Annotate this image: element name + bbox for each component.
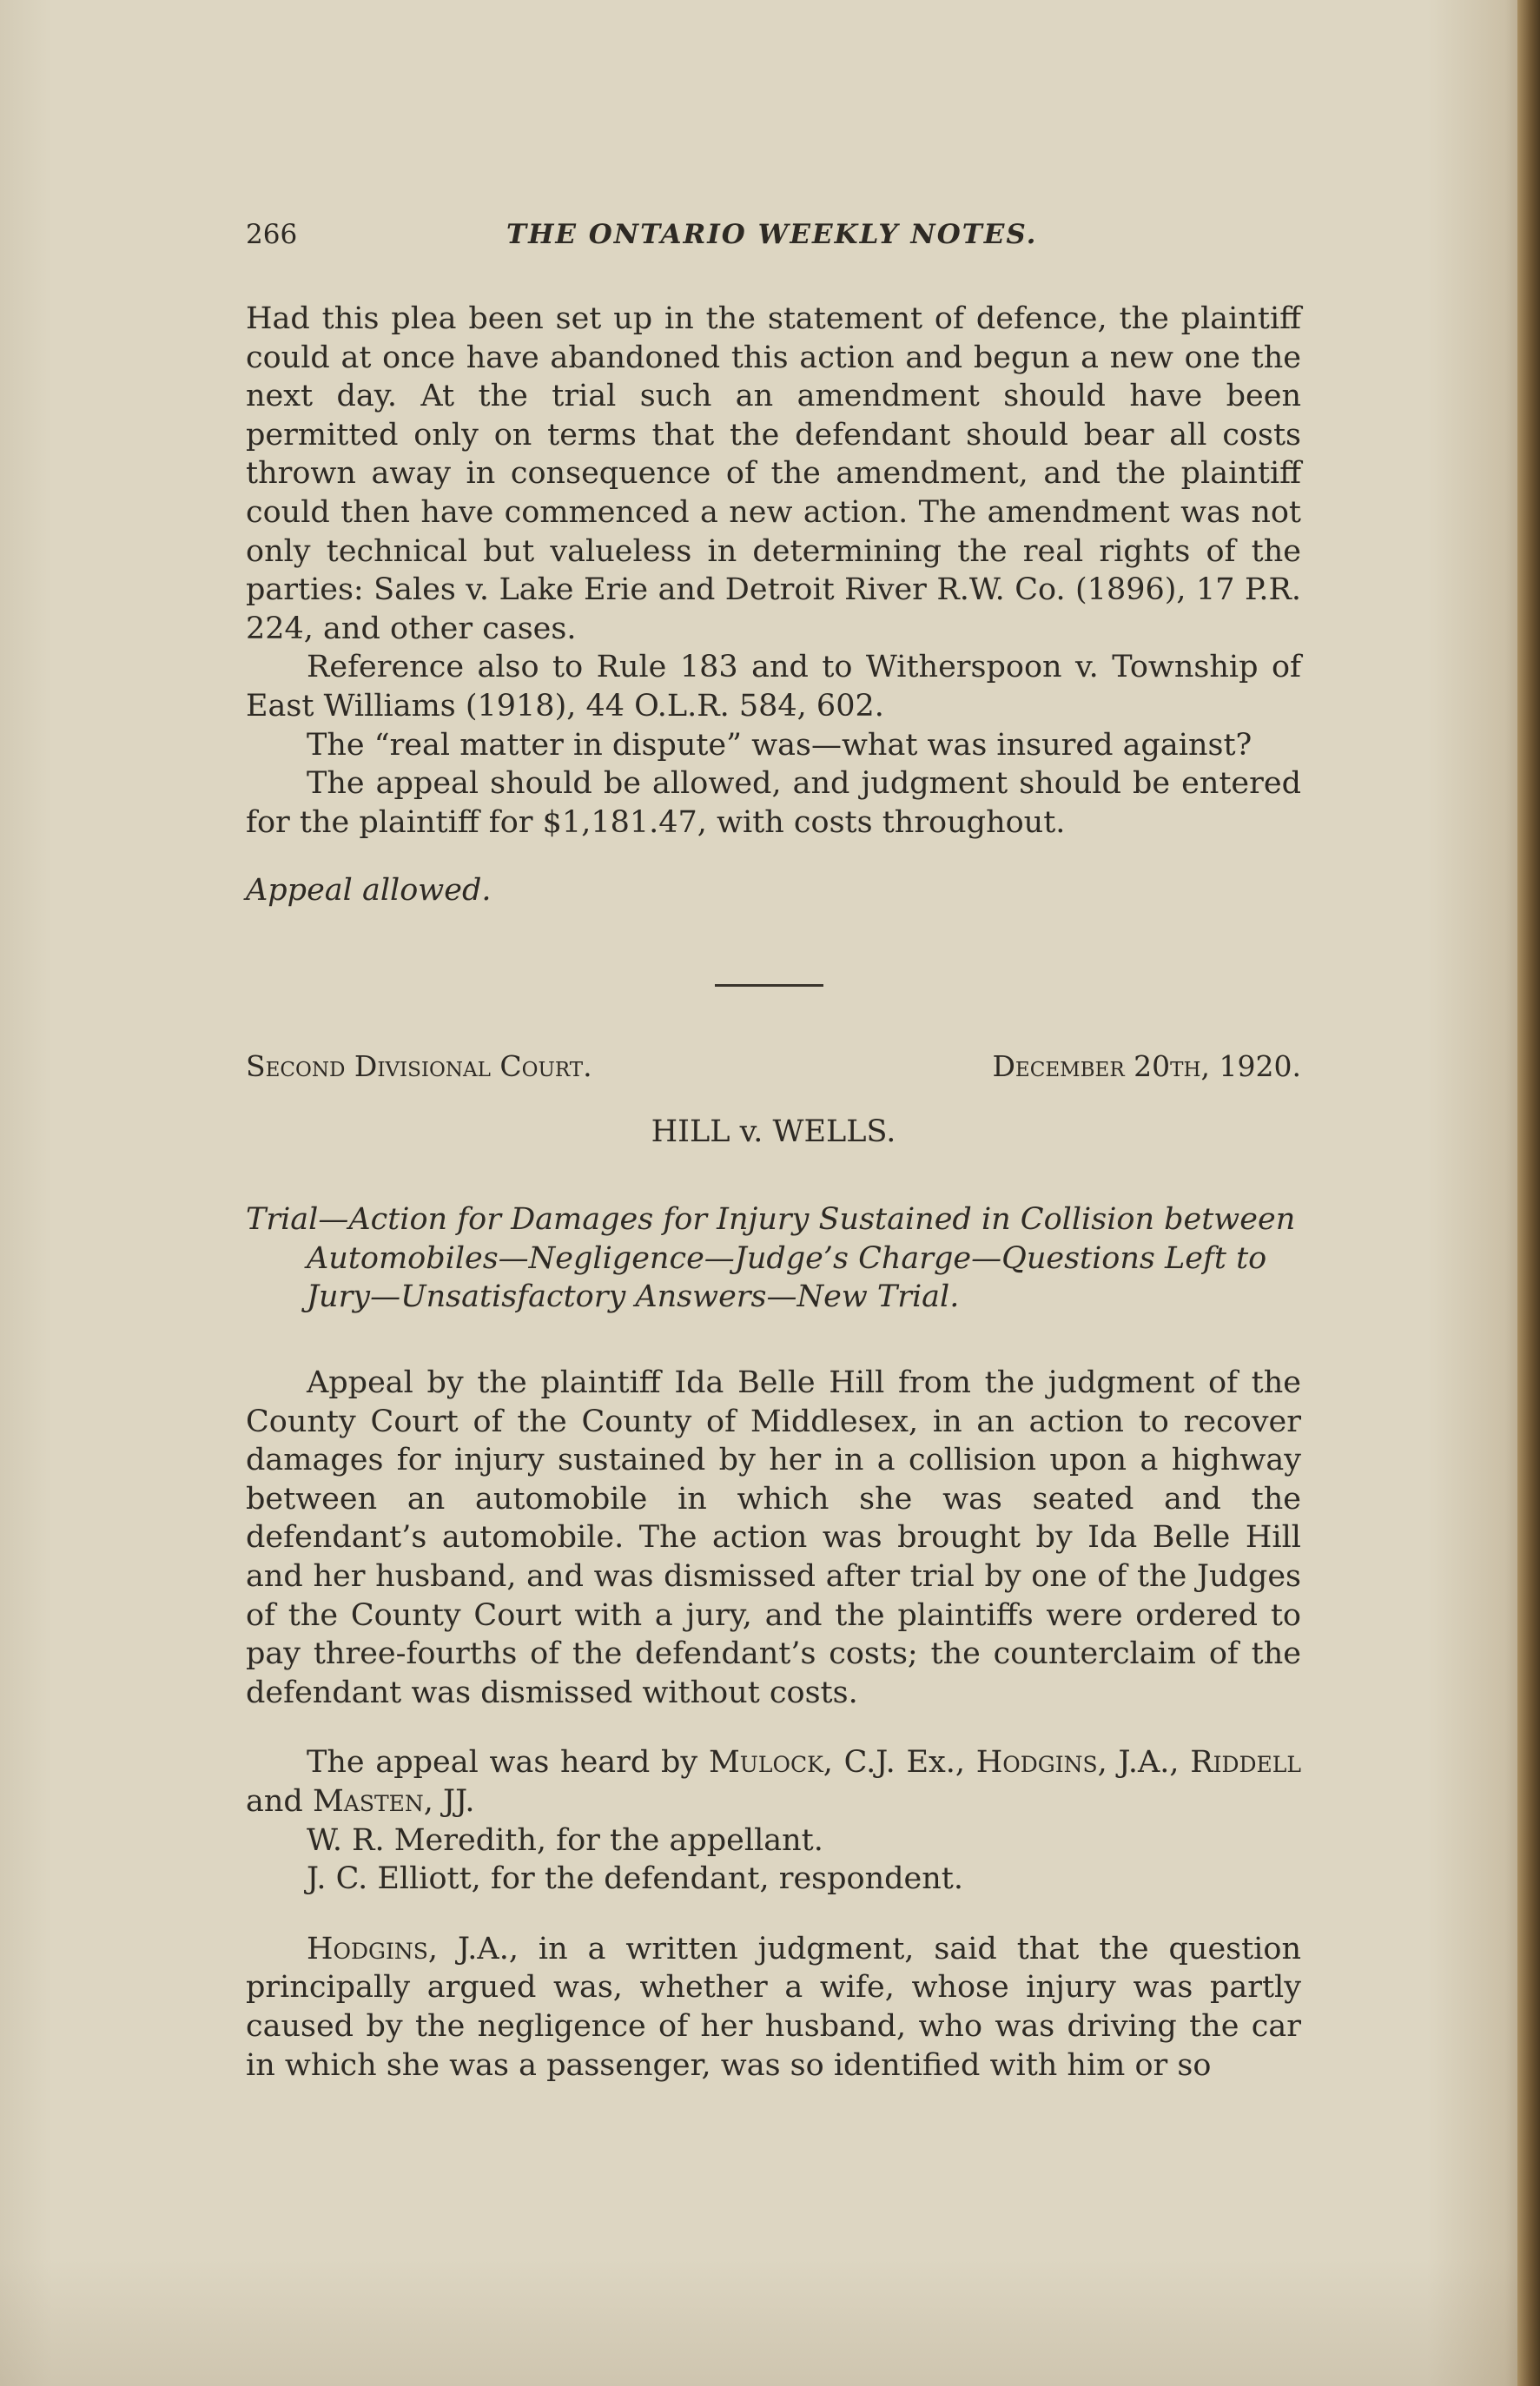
judge-title: , J.A.,	[1097, 1745, 1191, 1781]
heard-by-prefix: The appeal was heard by	[307, 1745, 709, 1781]
case-report	[246, 1364, 1301, 2085]
continued-judgment	[246, 300, 1301, 910]
judges-suffix: , JJ.	[423, 1783, 475, 1819]
and-word: and	[246, 1783, 313, 1819]
judge-name: Masten	[312, 1783, 424, 1819]
judgment-paragraph	[246, 1930, 1301, 2085]
case-summary: Appeal by the plaintiff Ida Belle Hill from the judgment of the County Court of the County of Middlesex, in an action to recover damages for injury sustained by her in a collision upon a highway between an automobile in which she was seated and the defendant’s automobile. The action was brought by Ida Belle Hill and her husband, and was dismissed after trial by one of the Judges of the County Court with a jury, and the plaintiffs were ordered to pay three-fourths of the defendant’s costs; the counterclaim of the defendant was dismissed without costs.	[246, 1365, 1301, 1710]
paragraph: The appeal should be allowed, and judgment should be entered for the plaintiff for $1,181.47, with costs throughout.	[246, 766, 1301, 840]
paragraph: Reference also to Rule 183 and to Witherspoon v. Township of East Williams (1918), 44 O.L.R. 584, 602.	[246, 650, 1301, 724]
page-number: 266	[246, 219, 298, 250]
paragraph: Had this plea been set up in the statement of defence, the plaintiff could at once have abandoned this action and begun a new one the next day. At the trial such an amendment should have been permitted only on terms that the defendant should bear all costs thrown away in consequence of the amendment, and the plaintiff could then have commenced a new action. The amendment was not only technical but valueless in determining the real rights of the parties: Sales v. Lake Erie and Detroit River R.W. Co. (1896), 17 P.R. 224, and other cases.	[246, 301, 1301, 646]
judge-title: , C.J. Ex.,	[823, 1745, 976, 1781]
paragraph: The “real matter in dispute” was—what was insured against?	[307, 727, 1252, 763]
result-line: Appeal allowed.	[246, 873, 492, 909]
case-title: HILL v. WELLS.	[651, 1114, 896, 1149]
catchwords-text: Trial—Action for Damages for Injury Sustained in Collision between Automobiles—Negligence—Judge’s Charge—Questions Left to Jury—Unsatisfactory Answers—New Trial.	[246, 1202, 1296, 1315]
counsel-respondent: J. C. Elliott, for the defendant, respondent.	[307, 1861, 963, 1897]
decision-date: December 20th, 1920.	[992, 1049, 1301, 1083]
heard-by	[246, 1743, 1301, 1821]
court-name: Second Divisional Court.	[246, 1049, 592, 1083]
counsel-appellant: W. R. Meredith, for the appellant.	[307, 1822, 823, 1858]
judgment-author: Hodgins	[307, 1931, 428, 1966]
section-divider	[715, 984, 823, 987]
court-line	[246, 1049, 1301, 1087]
journal-title: THE ONTARIO WEEKLY NOTES.	[506, 219, 1038, 250]
catchwords	[246, 1200, 1301, 1317]
judge-name: Mulock	[708, 1745, 823, 1781]
judge-name: Hodgins	[975, 1745, 1098, 1781]
running-head	[246, 219, 1301, 262]
judgment-text: , J.A., in a written judgment, said that the question principally argued was, whether a wife, whose injury was partly caused by the negligence of her husband, who was driving the car in which she was a passenger, was so identified with him or so	[246, 1931, 1301, 2083]
judge-name: Riddell	[1190, 1745, 1301, 1781]
book-spine-shadow	[1517, 0, 1540, 2386]
